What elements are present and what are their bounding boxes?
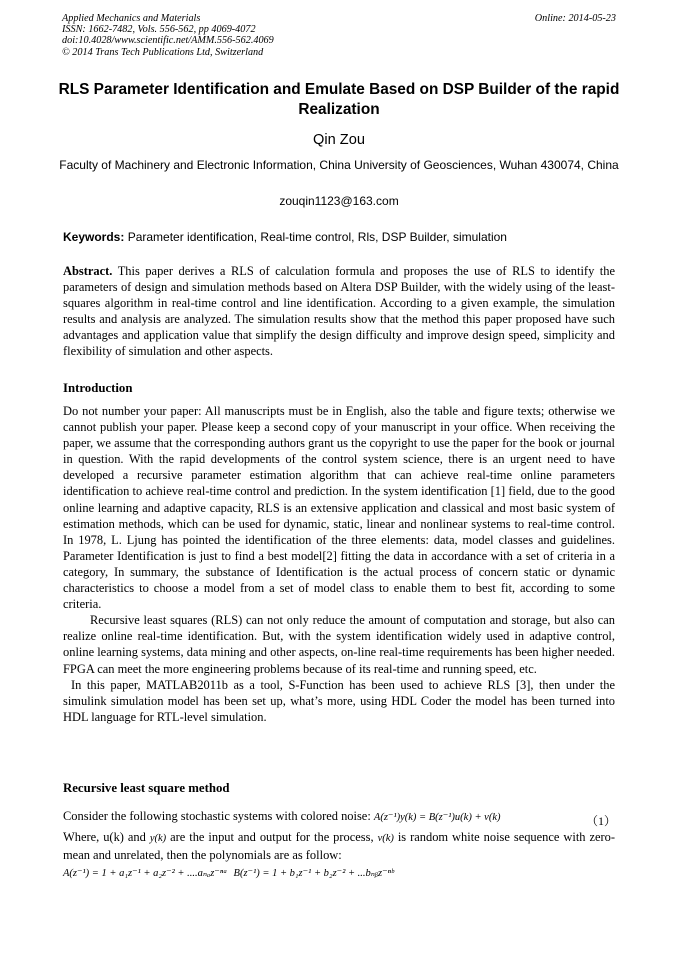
intro-paragraph-2: Recursive least squares (RLS) can not only reduce the amount of computation and storage, but also can realize online real-time identification. But, with the system identification widely used in adaptive control, online learning systems, data mining and other aspects, on-line real-time requirements has been higher needed. FPGA can meet the more engineering problems because of its real-time and running speed, etc. <box>63 613 615 676</box>
polynomials-line <box>63 864 615 882</box>
where-text-3: is random white noise sequence with zero-mean and unrelated, then the polynomials are as follow: <box>63 830 615 863</box>
copyright-line: © 2014 Trans Tech Publications Ltd, Switzerland <box>62 46 264 58</box>
keywords-text: Parameter identification, Real-time control, Rls, DSP Builder, simulation <box>124 230 507 244</box>
rls-intro-text: Consider the following stochastic systems with colored noise: <box>63 809 374 823</box>
where-text-1: Where, u(k) and <box>63 830 150 844</box>
issn-line: ISSN: 1662-7482, Vols. 556-562, pp 4069-4072 <box>62 24 256 36</box>
introduction-body <box>63 403 615 725</box>
online-date: Online: 2014-05-23 <box>534 13 616 24</box>
symbol-v-k: v(k) <box>377 833 394 844</box>
abstract-text: This paper derives a RLS of calculation formula and proposes the use of RLS to identify the parameters of design and simulation methods based on Altera DSP Builder, with the widely using of the least-squares algorithm in real-time control and line identification. According to a given example, the simulation results and analysis are analyzed. The simulation results show that the method this paper proposed have such advantages and application value that simplify the design difficulty and improve design speed, simplicity and flexibility of simulation and other aspects. <box>63 264 615 359</box>
rls-where-paragraph <box>63 829 615 863</box>
rls-intro-line <box>63 808 615 826</box>
paper-title: RLS Parameter Identification and Emulate Based on DSP Builder of the rapid Realization <box>58 81 620 118</box>
doi-line[interactable]: doi:10.4028/www.scientific.net/AMM.556-562.4069 <box>62 35 274 47</box>
polynomial-b: B(z⁻¹) = 1 + b₁z⁻¹ + b₂z⁻² + ...bₙᵦz⁻ⁿᵇ <box>233 868 394 879</box>
journal-header <box>62 13 274 58</box>
intro-paragraph-3: In this paper, MATLAB2011b as a tool, S-Function has been used to achieve RLS [3], then under the simulink simulation model has been set up, what’s more, using HDL Coder the model has been turned into HDL language for RTL-level simulation. <box>63 677 615 724</box>
keywords <box>63 230 507 244</box>
equation-1: A(z⁻¹)y(k) = B(z⁻¹)u(k) + v(k) <box>373 812 501 823</box>
journal-name: Applied Mechanics and Materials <box>62 13 201 24</box>
intro-paragraph-1: Do not number your paper: All manuscripts must be in English, also the table and figure texts; otherwise we cannot publish your paper. Please keep a second copy of your manuscript in your office. When receiving the paper, we assume that the corresponding authors grant us the copyright to use the paper for the book or journal in question. With the rapid developments of the control system science, there is an urgent need to have developed a recursive parameter estimation algorithm that can achieve real-time online parameters identification to achieve real-time control and prediction. In the system identification [1] field, due to the good online learning and adaptive capacity, RLS is an extensive application and classical and most basic system of estimation methods, which can be used for dynamic, static, linear and nonlinear systems to real-time control. In 1978, L. Ljung has pointed the identification of the three elements: data, model classes and guidelines. Parameter Identification is just to find a best model[2] fitting the data in accordance with a set of criteria in a category, In summary, the substance of Identification is the actual process of concern static or dynamic characteristics to choose a model from a set of model class to enable them to best fit, according to some criteria. <box>63 404 615 612</box>
section-heading-rls: Recursive least square method <box>63 781 230 795</box>
author-email[interactable]: zouqin1123@163.com <box>279 194 399 208</box>
author-affiliation: Faculty of Machinery and Electronic Information, China University of Geosciences, Wuhan 430074, China <box>59 158 619 172</box>
abstract <box>63 263 615 360</box>
where-text-2: are the input and output for the process, <box>166 830 378 844</box>
section-heading-introduction: Introduction <box>63 381 133 395</box>
symbol-y-k: y(k) <box>149 833 167 844</box>
author-name: Qin Zou <box>313 132 365 148</box>
polynomial-a: A(z⁻¹) = 1 + a₁z⁻¹ + a₂z⁻² + ....aₙₐz⁻ⁿᵃ <box>63 868 228 879</box>
equation-1-number: （1） <box>585 814 616 828</box>
keywords-label: Keywords: <box>63 230 125 244</box>
abstract-label: Abstract. <box>63 264 113 278</box>
